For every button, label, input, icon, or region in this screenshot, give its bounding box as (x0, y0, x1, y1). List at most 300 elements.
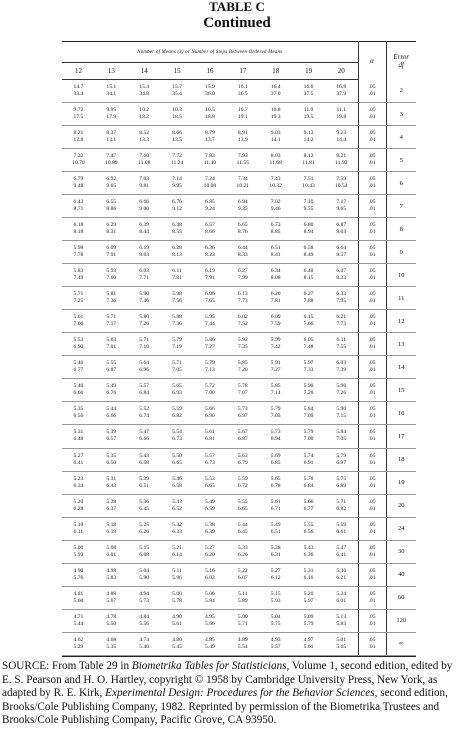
value-05: 7.17 (336, 199, 347, 206)
value-05: 6.79 (73, 176, 84, 183)
table-row (62, 540, 416, 563)
value-cell (194, 103, 227, 126)
value-cell (62, 80, 95, 103)
value-01: 6.12 (270, 574, 281, 581)
value-01: 5.65 (336, 643, 347, 650)
alpha-value: .05 (368, 268, 376, 275)
alpha-value: .01 (368, 275, 376, 282)
value-cell (62, 425, 95, 448)
value-cell (95, 310, 128, 333)
column-header-19: 19 (292, 63, 325, 80)
value-01: 7.49 (73, 275, 84, 282)
value-05: 5.24 (336, 590, 347, 597)
value-05: 8.79 (205, 130, 215, 137)
value-05: 5.15 (270, 590, 281, 597)
value-cell (128, 103, 161, 126)
alpha-value: .01 (368, 551, 376, 558)
value-cell (128, 471, 161, 494)
alpha-cell (358, 471, 386, 494)
value-cell (95, 494, 128, 517)
value-01: 36.0 (205, 91, 215, 98)
value-05: 5.39 (106, 429, 117, 436)
value-01: 6.73 (172, 436, 182, 443)
value-01: 6.84 (139, 390, 150, 397)
value-01: 6.51 (270, 528, 281, 535)
value-cell (259, 287, 292, 310)
error-df-cell: 40 (386, 563, 416, 586)
value-cell (226, 126, 259, 149)
value-cell (259, 310, 292, 333)
value-cell (194, 379, 227, 402)
value-cell (325, 218, 358, 241)
alpha-cell (358, 80, 386, 103)
value-05: 8.37 (106, 130, 117, 137)
value-01: 37.5 (303, 91, 314, 98)
alpha-value: .05 (368, 222, 376, 229)
value-05: 6.09 (270, 314, 281, 321)
value-cell (325, 379, 358, 402)
table-row (62, 563, 416, 586)
value-cell (259, 264, 292, 287)
value-05: 6.29 (106, 222, 117, 229)
value-05: 6.92 (106, 176, 117, 183)
value-cell (226, 448, 259, 471)
value-05: 6.55 (106, 199, 117, 206)
value-05: 4.68 (106, 636, 117, 643)
value-cell (128, 356, 161, 379)
value-05: 5.09 (303, 613, 314, 620)
value-cell (128, 172, 161, 195)
error-df-header-line1: Error (393, 52, 410, 61)
value-01: 9.03 (336, 229, 347, 236)
value-cell (226, 379, 259, 402)
alpha-cell (358, 333, 386, 356)
value-cell (95, 103, 128, 126)
value-01: 6.07 (237, 574, 248, 581)
value-01: 6.84 (303, 482, 314, 489)
error-df-cell: 5 (386, 149, 416, 172)
value-01: 8.85 (270, 229, 281, 236)
value-05: 5.79 (172, 337, 182, 344)
value-05: 5.93 (106, 268, 117, 275)
table-row (62, 80, 416, 103)
alpha-value: .01 (368, 505, 376, 512)
value-01: 6.72 (237, 482, 248, 489)
alpha-cell (358, 310, 386, 333)
alpha-value: .05 (368, 406, 376, 413)
column-header-16: 16 (194, 63, 227, 80)
alpha-value: .01 (368, 298, 376, 305)
value-05: 16.6 (303, 84, 314, 91)
value-01: 11.24 (170, 160, 184, 167)
alpha-value: .05 (368, 199, 376, 206)
value-01: 6.90 (73, 344, 84, 351)
value-05: 6.02 (237, 314, 248, 321)
value-05: 6.76 (172, 199, 182, 206)
value-05: 14.7 (73, 84, 84, 91)
value-05: 5.15 (139, 544, 150, 551)
value-01: 10.43 (302, 183, 315, 190)
source-book-title: Experimental Design: Procedures for the Behavior Sciences, (105, 687, 378, 699)
value-01: 8.33 (237, 252, 248, 259)
value-05: 5.46 (73, 360, 84, 367)
value-01: 7.25 (73, 298, 84, 305)
value-05: 6.85 (205, 199, 215, 206)
value-05: 6.80 (303, 222, 314, 229)
alpha-value: .01 (368, 574, 376, 581)
value-05: 5.63 (237, 452, 248, 459)
table-row (62, 103, 416, 126)
value-cell (128, 494, 161, 517)
value-cell (292, 448, 325, 471)
value-05: 5.65 (172, 383, 182, 390)
source-text: SOURCE: From Table 29 in (2, 660, 132, 672)
table-row (62, 471, 416, 494)
value-01: 7.78 (73, 252, 84, 259)
alpha-value: .01 (368, 367, 376, 374)
value-01: 7.07 (237, 390, 248, 397)
value-05: 5.04 (139, 567, 150, 574)
table-row (62, 379, 416, 402)
value-01: 7.14 (270, 390, 281, 397)
alpha-cell (358, 379, 386, 402)
value-05: 8.91 (237, 130, 248, 137)
value-cell (161, 448, 194, 471)
value-05: 7.34 (237, 176, 248, 183)
value-05: 8.12 (303, 153, 314, 160)
alpha-value: .01 (368, 597, 376, 604)
value-cell (128, 287, 161, 310)
alpha-cell (358, 494, 386, 517)
value-01: 10.08 (203, 183, 217, 190)
value-01: 7.95 (336, 298, 347, 305)
value-01: 7.06 (73, 321, 84, 328)
value-01: 5.35 (106, 643, 117, 650)
value-05: 5.08 (106, 544, 117, 551)
value-01: 7.73 (336, 321, 347, 328)
value-05: 5.71 (106, 314, 117, 321)
value-01: 5.54 (237, 643, 248, 650)
value-05: 5.73 (270, 429, 281, 436)
value-01: 7.09 (303, 413, 314, 420)
alpha-cell (358, 287, 386, 310)
error-df-cell: 7 (386, 195, 416, 218)
value-01: 5.96 (172, 574, 182, 581)
value-cell (95, 563, 128, 586)
value-cell (161, 471, 194, 494)
value-05: 16.4 (270, 84, 281, 91)
value-05: 6.73 (270, 222, 281, 229)
value-01: 5.29 (73, 643, 84, 650)
value-cell (194, 609, 227, 632)
value-01: 6.97 (336, 459, 347, 466)
value-05: 8.66 (172, 130, 182, 137)
value-01: 11.68 (269, 160, 282, 167)
value-cell (325, 310, 358, 333)
value-01: 7.05 (172, 367, 182, 374)
alpha-cell (358, 425, 386, 448)
value-cell (325, 356, 358, 379)
value-01: 8.08 (270, 275, 281, 282)
value-05: 7.59 (336, 176, 347, 183)
value-01: 6.26 (139, 528, 150, 535)
value-cell (226, 471, 259, 494)
value-cell (259, 448, 292, 471)
value-cell (161, 494, 194, 517)
value-01: 13.3 (139, 137, 150, 144)
value-cell (161, 103, 194, 126)
alpha-value: .05 (368, 153, 376, 160)
alpha-value: .05 (368, 613, 376, 620)
table-row (62, 172, 416, 195)
value-05: 4.78 (106, 613, 117, 620)
value-01: 6.36 (303, 551, 314, 558)
value-cell (161, 402, 194, 425)
error-df-cell: 24 (386, 517, 416, 540)
value-01: 5.76 (73, 574, 84, 581)
value-05: 7.14 (172, 176, 182, 183)
value-05: 5.38 (205, 521, 215, 528)
alpha-cell (358, 586, 386, 609)
alpha-value: .05 (368, 130, 376, 137)
value-05: 5.59 (172, 406, 182, 413)
value-05: 6.19 (205, 268, 215, 275)
value-cell (62, 586, 95, 609)
value-cell (194, 356, 227, 379)
value-cell (325, 80, 358, 103)
value-05: 5.36 (139, 498, 150, 505)
value-05: 5.73 (237, 406, 248, 413)
value-cell (292, 195, 325, 218)
value-01: 6.71 (270, 505, 281, 512)
error-df-cell: 11 (386, 287, 416, 310)
value-cell (292, 517, 325, 540)
value-01: 13.1 (106, 137, 117, 144)
value-cell (161, 517, 194, 540)
value-05: 5.66 (205, 406, 215, 413)
value-01: 8.71 (73, 206, 84, 213)
value-01: 6.90 (205, 413, 215, 420)
value-01: 14.4 (336, 137, 347, 144)
value-05: 8.03 (270, 153, 281, 160)
value-cell (62, 103, 95, 126)
value-05: 6.03 (139, 268, 150, 275)
value-cell (62, 195, 95, 218)
value-01: 34.1 (106, 91, 117, 98)
value-cell (226, 241, 259, 264)
value-cell (292, 333, 325, 356)
value-cell (226, 103, 259, 126)
value-cell (292, 563, 325, 586)
studentized-range-table-container (62, 41, 416, 657)
value-cell (95, 241, 128, 264)
value-cell (325, 241, 358, 264)
value-05: 5.16 (205, 567, 215, 574)
alpha-cell (358, 218, 386, 241)
alpha-value: .05 (368, 498, 376, 505)
value-cell (62, 356, 95, 379)
value-01: 6.82 (172, 413, 182, 420)
source-note (2, 660, 472, 728)
value-01: 8.57 (336, 252, 347, 259)
alpha-cell (358, 540, 386, 563)
value-01: 7.52 (237, 321, 248, 328)
value-05: 5.25 (139, 521, 150, 528)
value-05: 5.84 (336, 429, 347, 436)
value-05: 5.28 (106, 498, 117, 505)
value-05: 6.11 (336, 337, 347, 344)
error-df-cell: 10 (386, 264, 416, 287)
value-01: 6.20 (205, 551, 215, 558)
alpha-value: .05 (368, 429, 376, 436)
value-01: 5.84 (205, 597, 215, 604)
column-header-13: 13 (95, 63, 128, 80)
value-cell (259, 425, 292, 448)
value-05: 6.87 (336, 222, 347, 229)
value-05: 5.64 (139, 360, 150, 367)
value-05: 5.74 (303, 452, 314, 459)
value-01: 18.5 (172, 114, 182, 121)
value-01: 5.66 (205, 620, 215, 627)
value-05: 5.61 (270, 498, 281, 505)
value-cell (259, 241, 292, 264)
value-01: 17.5 (73, 114, 84, 121)
value-05: 5.27 (270, 567, 281, 574)
value-01: 6.76 (106, 390, 117, 397)
value-01: 7.91 (205, 275, 215, 282)
table-title: TABLE C (209, 0, 265, 14)
value-05: 5.18 (106, 521, 117, 528)
value-01: 5.67 (106, 597, 117, 604)
value-05: 5.88 (172, 314, 182, 321)
value-05: 5.96 (336, 383, 347, 390)
value-cell (62, 563, 95, 586)
value-cell (62, 333, 95, 356)
value-05: 7.60 (139, 153, 150, 160)
value-05: 6.13 (237, 291, 248, 298)
alpha-value: .01 (368, 436, 376, 443)
value-cell (292, 632, 325, 655)
value-01: 5.56 (139, 620, 150, 627)
value-01: 9.46 (270, 206, 281, 213)
value-cell (95, 172, 128, 195)
value-05: 5.49 (106, 383, 117, 390)
value-05: 4.94 (139, 590, 150, 597)
value-05: 5.13 (336, 613, 347, 620)
alpha-cell (358, 448, 386, 471)
value-05: 7.47 (106, 153, 117, 160)
value-cell (259, 333, 292, 356)
value-01: 17.9 (106, 114, 117, 121)
alpha-value: .01 (368, 459, 376, 466)
value-01: 6.58 (172, 482, 182, 489)
value-cell (292, 287, 325, 310)
value-cell (292, 103, 325, 126)
value-01: 8.03 (139, 252, 150, 259)
value-cell (226, 172, 259, 195)
value-05: 10.8 (270, 107, 281, 114)
value-cell (95, 609, 128, 632)
value-05: 5.31 (106, 475, 117, 482)
value-cell (95, 149, 128, 172)
value-cell (325, 448, 358, 471)
value-01: 5.89 (237, 597, 248, 604)
value-01: 6.39 (205, 528, 215, 535)
error-df-cell: ∞ (386, 632, 416, 655)
value-01: 5.60 (73, 597, 84, 604)
value-05: 5.79 (303, 429, 314, 436)
value-05: 5.91 (270, 360, 281, 367)
value-01: 13.9 (237, 137, 248, 144)
value-cell (292, 356, 325, 379)
alpha-cell (358, 126, 386, 149)
value-cell (194, 80, 227, 103)
value-05: 5.36 (336, 567, 347, 574)
error-df-cell: 4 (386, 126, 416, 149)
value-cell (226, 563, 259, 586)
value-cell (226, 586, 259, 609)
value-05: 7.24 (205, 176, 215, 183)
alpha-value: .01 (368, 413, 376, 420)
table-row (62, 218, 416, 241)
value-cell (128, 517, 161, 540)
value-05: 5.38 (270, 544, 281, 551)
value-01: 6.94 (270, 436, 281, 443)
value-01: 10.21 (236, 183, 250, 190)
value-05: 4.74 (139, 636, 150, 643)
value-05: 15.7 (172, 84, 182, 91)
value-cell (259, 218, 292, 241)
value-05: 5.33 (237, 544, 248, 551)
value-05: 11.0 (303, 107, 314, 114)
value-01: 6.37 (106, 505, 117, 512)
value-05: 16.8 (336, 84, 347, 91)
value-05: 5.71 (172, 360, 182, 367)
value-01: 8.41 (270, 252, 281, 259)
value-cell (292, 379, 325, 402)
value-05: 4.95 (205, 613, 215, 620)
value-01: 18.2 (139, 114, 150, 121)
value-cell (226, 287, 259, 310)
value-cell (259, 80, 292, 103)
value-cell (325, 563, 358, 586)
value-cell (194, 540, 227, 563)
value-cell (292, 264, 325, 287)
value-05: 5.39 (139, 475, 150, 482)
value-05: 5.61 (73, 314, 84, 321)
value-01: 7.88 (303, 298, 314, 305)
value-01: 5.40 (139, 643, 150, 650)
value-05: 5.27 (73, 452, 84, 459)
value-cell (161, 632, 194, 655)
value-01: 7.99 (237, 275, 248, 282)
value-01: 6.65 (172, 459, 182, 466)
value-cell (161, 540, 194, 563)
value-05: 6.05 (303, 337, 314, 344)
table-row (62, 333, 416, 356)
value-01: 14.2 (303, 137, 314, 144)
alpha-value: .01 (368, 160, 376, 167)
value-cell (161, 264, 194, 287)
steps-spanner-header: Number of Means (J) or Number of Steps Between Ordered Means (62, 42, 358, 63)
value-01: 12.8 (73, 137, 84, 144)
value-05: 5.31 (73, 429, 84, 436)
value-cell (325, 333, 358, 356)
value-01: 7.33 (303, 367, 314, 374)
table-row (62, 494, 416, 517)
value-05: 5.53 (73, 337, 84, 344)
value-05: 4.88 (106, 590, 117, 597)
